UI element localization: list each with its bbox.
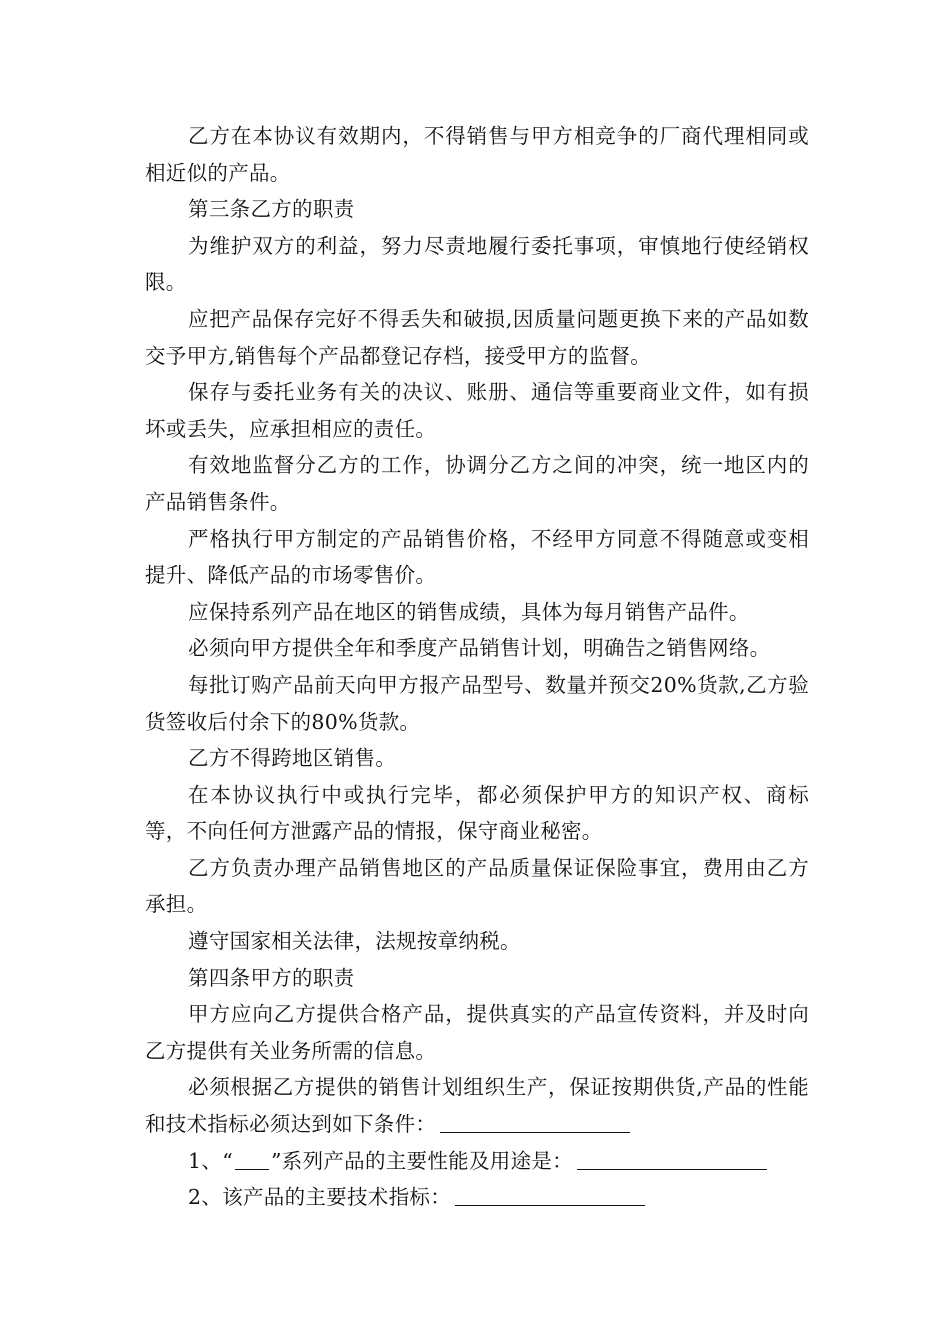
paragraph-production-conditions <box>145 1069 809 1142</box>
production-conditions-text: 必须根据乙方提供的销售计划组织生产，保证按期供货,产品的性能和技术指标必须达到如下条件： <box>145 1075 809 1137</box>
conditions-blank-field <box>440 1131 630 1133</box>
list-item-1-open-quote: “ <box>222 1148 233 1173</box>
list-item-1-text: 系列产品的主要性能及用途是： <box>281 1148 573 1173</box>
paragraph-sales-target: 应保持系列产品在地区的销售成绩，具体为每月销售产品件。 <box>188 599 750 624</box>
paragraph-pricing: 严格执行甲方制定的产品销售价格，不经甲方同意不得随意或变相提升、降低产品的市场零售价。 <box>145 526 809 588</box>
performance-blank-field <box>577 1168 767 1170</box>
list-item-2-text: 该产品的主要技术指标： <box>222 1185 452 1210</box>
technical-indicators-blank-field <box>455 1204 645 1206</box>
paragraph-tax-compliance: 遵守国家相关法律，法规按章纳税。 <box>188 929 521 954</box>
heading-article-3: 第三条乙方的职责 <box>188 197 355 222</box>
paragraph-insurance: 乙方负责办理产品销售地区的产品质量保证保险事宜，费用由乙方承担。 <box>145 855 809 917</box>
list-item-1-close-quote: ” <box>270 1148 282 1173</box>
paragraph-supervision: 有效地监督分乙方的工作，协调分乙方之间的冲突，统一地区内的产品销售条件。 <box>145 453 809 514</box>
paragraph-no-competition: 乙方在本协议有效期内，不得销售与甲方相竞争的厂商代理相同或相近似的产品。 <box>145 124 809 185</box>
heading-article-4: 第四条甲方的职责 <box>188 965 355 990</box>
document-body <box>145 118 809 1216</box>
paragraph-no-cross-region: 乙方不得跨地区销售。 <box>188 746 397 771</box>
paragraph-product-storage: 应把产品保存完好不得丢失和破损,因质量问题更换下来的产品如数交予甲方,销售每个产品都登记存档，接受甲方的监督。 <box>145 306 809 368</box>
series-name-blank-field <box>235 1168 269 1170</box>
paragraph-document-keeping: 保存与委托业务有关的决议、账册、通信等重要商业文件，如有损坏或丢失，应承担相应的责任。 <box>145 380 809 441</box>
list-item-2-number: 2、 <box>188 1185 223 1210</box>
paragraph-sales-plan: 必须向甲方提供全年和季度产品销售计划，明确告之销售网络。 <box>188 636 771 661</box>
paragraph-duty-diligence: 为维护双方的利益，努力尽责地履行委托事项，审慎地行使经销权限。 <box>145 233 809 295</box>
list-item-1-number: 1、 <box>188 1148 223 1173</box>
list-item-2 <box>145 1179 809 1216</box>
paragraph-confidentiality: 在本协议执行中或执行完毕，都必须保护甲方的知识产权、商标等，不向任何方泄露产品的情报，保守商业秘密。 <box>145 782 809 844</box>
list-item-1 <box>145 1143 809 1180</box>
paragraph-supply-qualified-products: 甲方应向乙方提供合格产品，提供真实的产品宣传资料，并及时向乙方提供有关业务所需的信息。 <box>145 1002 809 1063</box>
paragraph-payment-terms: 每批订购产品前天向甲方报产品型号、数量并预交20%货款,乙方验货签收后付余下的80%货款。 <box>145 672 809 734</box>
